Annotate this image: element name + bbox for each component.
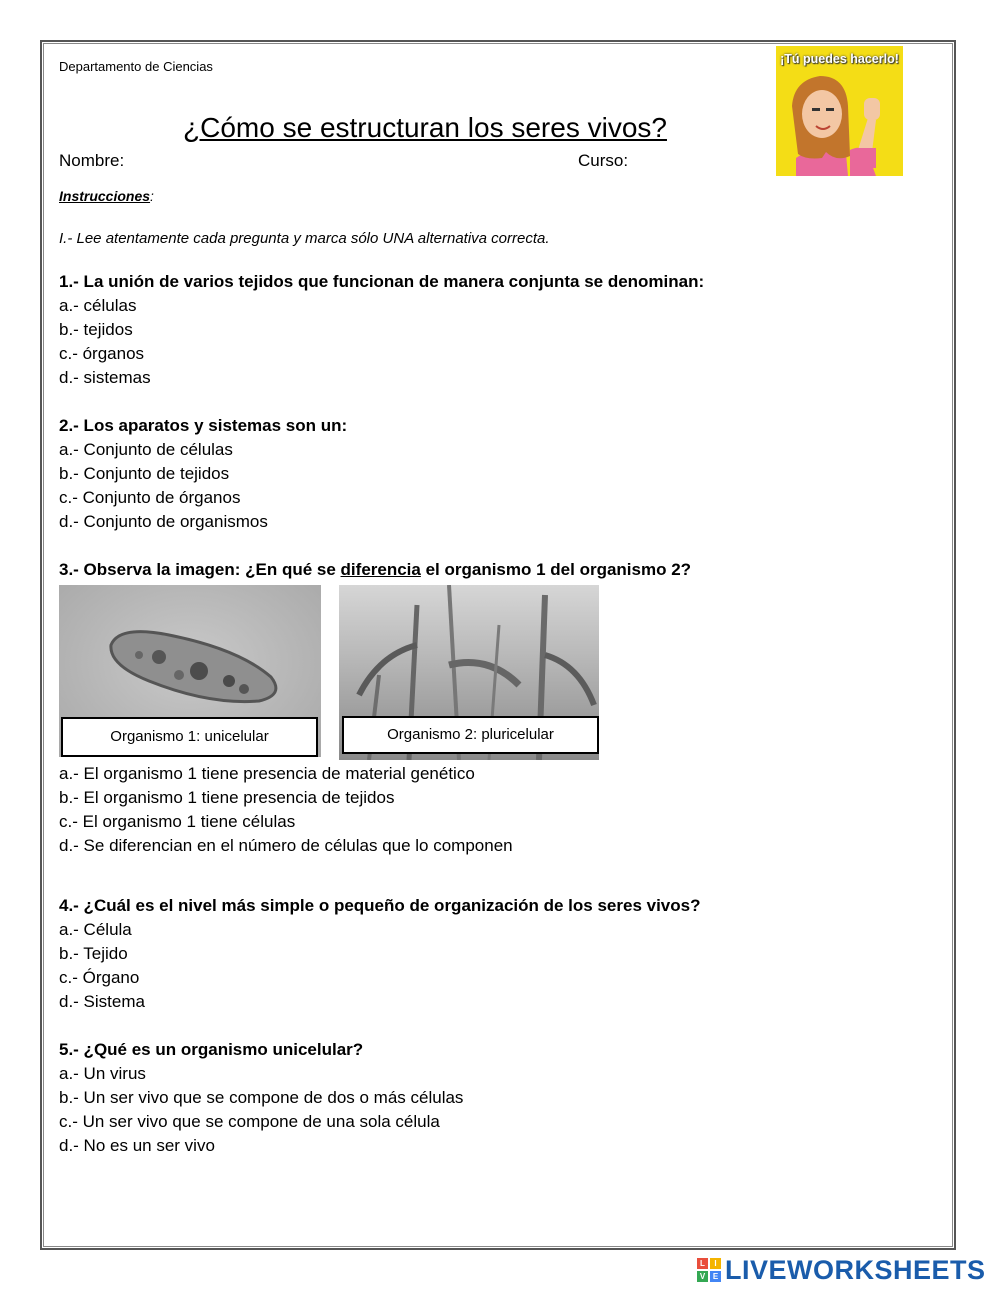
- q2-option-b[interactable]: b.- Conjunto de tejidos: [59, 464, 230, 483]
- q1-option-a[interactable]: a.- células: [59, 296, 137, 315]
- instructions-line: I.- Lee atentamente cada pregunta y marca sólo UNA alternativa correcta.: [59, 230, 550, 247]
- q4-option-d[interactable]: d.- Sistema: [59, 992, 145, 1011]
- q5-option-c[interactable]: c.- Un ser vivo que se compone de una sola célula: [59, 1112, 440, 1131]
- question-4: 4.- ¿Cuál es el nivel más simple o pequeño de organización de los seres vivos?: [59, 896, 701, 915]
- logo-letter-i: I: [710, 1258, 721, 1269]
- instructions-colon: :: [150, 188, 154, 204]
- q4-option-b[interactable]: b.- Tejido: [59, 944, 128, 963]
- q5-option-d[interactable]: d.- No es un ser vivo: [59, 1136, 215, 1155]
- q4-option-a[interactable]: a.- Célula: [59, 920, 132, 939]
- q3-text-underlined: diferencia: [340, 560, 421, 579]
- q4-option-c[interactable]: c.- Órgano: [59, 968, 140, 987]
- caption-organism-1: Organismo 1: unicelular: [61, 717, 318, 757]
- q3-option-b[interactable]: b.- El organismo 1 tiene presencia de tejidos: [59, 788, 395, 807]
- liveworksheets-logo[interactable]: [697, 1255, 986, 1285]
- q5-option-b[interactable]: b.- Un ser vivo que se compone de dos o más células: [59, 1088, 464, 1107]
- q3-option-a[interactable]: a.- El organismo 1 tiene presencia de material genético: [59, 764, 475, 783]
- q5-option-a[interactable]: a.- Un virus: [59, 1064, 146, 1083]
- q3-text-after: el organismo 1 del organismo 2?: [420, 560, 692, 579]
- question-2: 2.- Los aparatos y sistemas son un:: [59, 416, 348, 435]
- page-title: ¿Cómo se estructuran los seres vivos?: [183, 112, 667, 143]
- instructions-heading: [59, 188, 154, 204]
- logo-letter-e: E: [710, 1271, 721, 1282]
- logo-text: LIVEWORKSHEETS: [725, 1254, 986, 1285]
- q3-option-c[interactable]: c.- El organismo 1 tiene células: [59, 812, 296, 831]
- instructions-heading-text: Instrucciones: [59, 188, 151, 204]
- q1-option-c[interactable]: c.- órganos: [59, 344, 145, 363]
- nombre-label: Nombre:: [59, 151, 125, 170]
- question-3: [59, 560, 691, 580]
- q2-option-a[interactable]: a.- Conjunto de células: [59, 440, 233, 459]
- q3-option-d[interactable]: d.- Se diferencian en el número de células que lo componen: [59, 836, 513, 855]
- motivation-badge: [776, 46, 903, 176]
- logo-letter-v: V: [697, 1271, 708, 1282]
- badge-text: ¡Tú puedes hacerlo!: [780, 52, 899, 66]
- q3-text-before: 3.- Observa la imagen: ¿En qué se: [59, 560, 341, 579]
- q1-option-d[interactable]: d.- sistemas: [59, 368, 151, 387]
- q2-option-d[interactable]: d.- Conjunto de organismos: [59, 512, 268, 531]
- department-label: Departamento de Ciencias: [59, 59, 213, 74]
- question-1: 1.- La unión de varios tejidos que funcionan de manera conjunta se denominan:: [59, 272, 705, 291]
- q1-option-b[interactable]: b.- tejidos: [59, 320, 133, 339]
- logo-letter-l: L: [697, 1258, 708, 1269]
- logo-mark-icon: [697, 1258, 721, 1282]
- caption-organism-2: Organismo 2: pluricelular: [342, 716, 599, 754]
- question-5: 5.- ¿Qué es un organismo unicelular?: [59, 1040, 364, 1059]
- curso-label: Curso:: [578, 151, 629, 170]
- q2-option-c[interactable]: c.- Conjunto de órganos: [59, 488, 241, 507]
